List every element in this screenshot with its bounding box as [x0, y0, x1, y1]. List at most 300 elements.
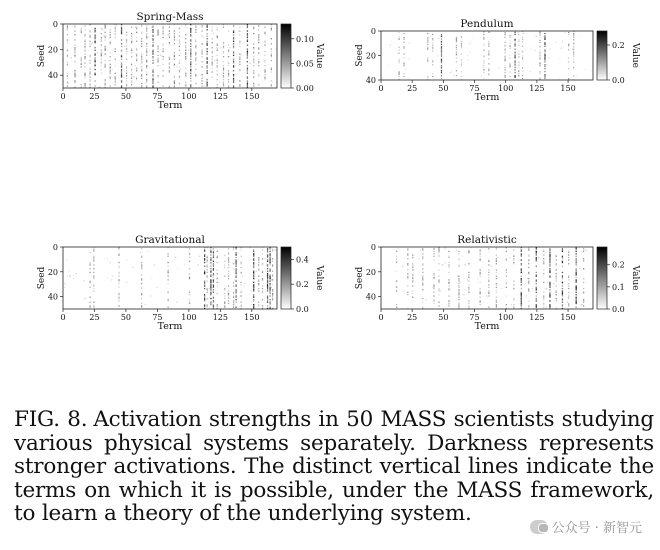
heatmap-cell	[562, 304, 563, 305]
heatmap-cell	[174, 52, 175, 53]
heatmap-cell	[544, 56, 545, 57]
heatmap-cell	[152, 78, 153, 79]
x-tick-label: 0	[378, 84, 384, 93]
heatmap-cell	[146, 43, 147, 44]
heatmap-cell	[432, 47, 433, 48]
heatmap-cell	[549, 276, 550, 277]
heatmap-cell	[432, 45, 433, 46]
heatmap-cell	[94, 65, 95, 66]
heatmap-cell	[489, 32, 490, 33]
heatmap-cell	[549, 263, 550, 264]
heatmap-cell	[189, 302, 190, 303]
heatmap-cell	[94, 57, 95, 58]
heatmap-cell	[461, 62, 462, 63]
heatmap-cell	[152, 83, 153, 84]
heatmap-cell	[562, 257, 563, 258]
heatmap-cell	[141, 59, 142, 60]
heatmap-cell	[67, 83, 68, 84]
heatmap-cell	[67, 61, 68, 62]
heatmap-cell	[121, 65, 122, 66]
heatmap-cell	[94, 42, 95, 43]
heatmap-cell	[506, 283, 507, 284]
heatmap-cell	[433, 292, 434, 293]
heatmap-cell	[518, 64, 519, 65]
heatmap-cell	[549, 249, 550, 250]
heatmap-cell	[269, 287, 270, 288]
heatmap-cell	[189, 290, 190, 291]
heatmap-cell	[179, 76, 180, 77]
heatmap-cell	[408, 78, 409, 79]
heatmap-cell	[136, 27, 137, 28]
heatmap-cell	[146, 29, 147, 30]
heatmap-cell	[223, 56, 224, 57]
heatmap-cell	[549, 294, 550, 295]
heatmap-cell	[199, 256, 200, 257]
heatmap-cell	[458, 253, 459, 254]
heatmap-cell	[562, 41, 563, 42]
heatmap-cell	[146, 74, 147, 75]
heatmap-cell	[480, 304, 481, 305]
heatmap-cell	[528, 305, 529, 306]
heatmap-cell	[110, 71, 111, 72]
heatmap-cell	[107, 258, 108, 259]
heatmap-cell	[465, 264, 466, 265]
heatmap-cell	[84, 34, 85, 35]
heatmap-cell	[97, 52, 98, 53]
heatmap-cell	[539, 42, 540, 43]
heatmap-cell	[433, 256, 434, 257]
heatmap-cell	[488, 46, 489, 47]
heatmap-cell	[457, 276, 458, 277]
heatmap-cell	[126, 282, 127, 283]
heatmap-cell	[264, 60, 265, 61]
heatmap-cell	[212, 27, 213, 28]
heatmap-cell	[272, 248, 273, 249]
heatmap-cell	[513, 307, 514, 308]
heatmap-cell	[506, 251, 507, 252]
heatmap-cell	[269, 288, 270, 289]
heatmap-cell	[212, 59, 213, 60]
heatmap-cell	[514, 32, 515, 33]
heatmap-cell	[157, 60, 158, 61]
heatmap-cell	[223, 42, 224, 43]
heatmap-cell	[518, 54, 519, 55]
heatmap-cell	[169, 85, 170, 86]
plot-area	[63, 247, 277, 309]
heatmap-cell	[521, 279, 522, 280]
heatmap-cell	[463, 294, 464, 295]
heatmap-cell	[461, 76, 462, 77]
heatmap-cell	[576, 262, 577, 263]
heatmap-cell	[179, 66, 180, 67]
heatmap-cell	[167, 269, 168, 270]
heatmap-cell	[539, 35, 540, 36]
heatmap-cell	[573, 54, 574, 55]
heatmap-cell	[169, 43, 170, 44]
heatmap-cell	[412, 263, 413, 264]
heatmap-cell	[67, 82, 68, 83]
heatmap-cell	[217, 79, 218, 80]
heatmap-cell	[74, 56, 75, 57]
heatmap-cell	[521, 284, 522, 285]
heatmap-cell	[228, 259, 229, 260]
heatmap-cell	[504, 33, 505, 34]
heatmap-cell	[258, 74, 259, 75]
heatmap-cell	[190, 78, 191, 79]
heatmap-cell	[483, 56, 484, 57]
heatmap-cell	[396, 287, 397, 288]
heatmap-cell	[458, 251, 459, 252]
heatmap-cell	[93, 302, 94, 303]
heatmap-cell	[272, 274, 273, 275]
heatmap-cell	[274, 249, 275, 250]
heatmap-cell	[536, 283, 537, 284]
heatmap-cell	[101, 65, 102, 66]
heatmap-cell	[456, 37, 457, 38]
heatmap-cell	[573, 43, 574, 44]
heatmap-cell	[235, 271, 236, 272]
x-tick-label: 100	[181, 92, 197, 101]
heatmap-cell	[573, 76, 574, 77]
heatmap-cell	[121, 59, 122, 60]
heatmap-cell	[217, 59, 218, 60]
heatmap-cell	[204, 304, 205, 305]
heatmap-cell	[576, 297, 577, 298]
heatmap-cell	[89, 32, 90, 33]
heatmap-cell	[583, 259, 584, 260]
heatmap-cell	[267, 302, 268, 303]
heatmap-cell	[135, 27, 136, 28]
heatmap-cell	[223, 76, 224, 77]
heatmap-cell	[233, 78, 234, 79]
heatmap-cell	[81, 29, 82, 30]
heatmap-cell	[93, 277, 94, 278]
heatmap-cell	[262, 279, 263, 280]
heatmap-cell	[576, 294, 577, 295]
heatmap-cell	[195, 57, 196, 58]
heatmap-cell	[136, 78, 137, 79]
heatmap-cell	[191, 37, 192, 38]
heatmap-cell	[210, 254, 211, 255]
heatmap-cell	[235, 295, 236, 296]
heatmap-cell	[84, 83, 85, 84]
heatmap-cell	[438, 254, 439, 255]
heatmap-cell	[441, 78, 442, 79]
heatmap-cell	[269, 278, 270, 279]
heatmap-cell	[467, 55, 468, 56]
y-axis-label: Seed	[355, 44, 365, 67]
heatmap-cell	[253, 278, 254, 279]
heatmap-cell	[531, 48, 532, 49]
heatmap-cell	[239, 42, 240, 43]
heatmap-cell	[528, 278, 529, 279]
heatmap-cell	[480, 290, 481, 291]
colorbar-tick-label: 0.4	[296, 255, 309, 265]
heatmap-cell	[126, 84, 127, 85]
heatmap-cell	[562, 302, 563, 303]
heatmap-cell	[468, 287, 469, 288]
heatmap-cell	[271, 55, 272, 56]
heatmap-cell	[239, 85, 240, 86]
heatmap-cell	[450, 300, 451, 301]
heatmap-cell	[496, 263, 497, 264]
heatmap-cell	[81, 84, 82, 85]
heatmap-cell	[456, 61, 457, 62]
heatmap-cell	[568, 257, 569, 258]
heatmap-cell	[522, 46, 523, 47]
heatmap-cell	[504, 35, 505, 36]
heatmap-cell	[253, 70, 254, 71]
heatmap-cell	[169, 59, 170, 60]
heatmap-cell	[233, 248, 234, 249]
heatmap-cell	[118, 262, 119, 263]
heatmap-cell	[258, 302, 259, 303]
heatmap-cell	[456, 41, 457, 42]
heatmap-cell	[141, 85, 142, 86]
heatmap-cell	[536, 48, 537, 49]
heatmap-cell	[267, 254, 268, 255]
heatmap-cell	[126, 53, 127, 54]
heatmap-cell	[223, 69, 224, 70]
heatmap-cell	[543, 292, 544, 293]
heatmap-cell	[267, 249, 268, 250]
heatmap-cell	[152, 82, 153, 83]
heatmap-cell	[583, 299, 584, 300]
heatmap-cell	[521, 299, 522, 300]
heatmap-cell	[209, 288, 210, 289]
heatmap-cell	[228, 73, 229, 74]
heatmap-cell	[568, 251, 569, 252]
heatmap-cell	[544, 75, 545, 76]
heatmap-cell	[126, 59, 127, 60]
heatmap-cell	[521, 305, 522, 306]
x-tick-label: 50	[438, 84, 449, 93]
heatmap-cell	[210, 279, 211, 280]
heatmap-cell	[461, 59, 462, 60]
heatmap-cell	[89, 302, 90, 303]
panel-title: Spring-Mass	[136, 11, 204, 23]
heatmap-cell	[207, 83, 208, 84]
heatmap-cell	[539, 47, 540, 48]
heatmap-cell	[458, 259, 459, 260]
heatmap-cell	[204, 295, 205, 296]
heatmap-cell	[240, 305, 241, 306]
heatmap-cell	[121, 29, 122, 30]
heatmap-cell	[408, 43, 409, 44]
heatmap-cell	[396, 307, 397, 308]
heatmap-cell	[258, 257, 259, 258]
heatmap-cell	[157, 76, 158, 77]
heatmap-cell	[438, 248, 439, 249]
heatmap-cell	[228, 70, 229, 71]
heatmap-cell	[89, 73, 90, 74]
heatmap-cell	[422, 277, 423, 278]
x-tick-label: 150	[244, 313, 260, 322]
heatmap-cell	[213, 263, 214, 264]
heatmap-cell	[258, 280, 259, 281]
heatmap-cell	[190, 32, 191, 33]
heatmap-cell	[432, 287, 433, 288]
heatmap-cell	[228, 51, 229, 52]
heatmap-cell	[576, 274, 577, 275]
heatmap-cell	[174, 33, 175, 34]
heatmap-cell	[549, 284, 550, 285]
heatmap-cell	[126, 73, 127, 74]
heatmap-cell	[253, 28, 254, 29]
wechat-icon	[530, 520, 548, 534]
heatmap-cell	[141, 279, 142, 280]
heatmap-cell	[398, 38, 399, 39]
heatmap-cell	[167, 266, 168, 267]
heatmap-cell	[93, 256, 94, 257]
heatmap-cell	[528, 254, 529, 255]
heatmap-cell	[573, 37, 574, 38]
heatmap-cell	[217, 293, 218, 294]
heatmap-cell	[514, 62, 515, 63]
heatmap-cell	[223, 83, 224, 84]
heatmap-cell	[448, 304, 449, 305]
heatmap-cell	[223, 47, 224, 48]
heatmap-cell	[101, 73, 102, 74]
heatmap-cell	[235, 266, 236, 267]
heatmap-cell	[258, 42, 259, 43]
heatmap-cell	[271, 51, 272, 52]
heatmap-cell	[564, 32, 565, 33]
heatmap-cell	[247, 50, 248, 51]
heatmap-cell	[504, 53, 505, 54]
heatmap-cell	[141, 305, 142, 306]
heatmap-cell	[224, 302, 225, 303]
heatmap-cell	[110, 69, 111, 70]
heatmap-cell	[433, 300, 434, 301]
heatmap-cell	[84, 51, 85, 52]
heatmap-cell	[152, 53, 153, 54]
heatmap-cell	[456, 52, 457, 53]
heatmap-cell	[496, 248, 497, 249]
heatmap-cell	[204, 280, 205, 281]
heatmap-cell	[483, 39, 484, 40]
y-axis-label: Seed	[355, 266, 365, 290]
heatmap-cell	[207, 33, 208, 34]
heatmap-cell	[528, 307, 529, 308]
heatmap-cell	[185, 53, 186, 54]
heatmap-cell	[422, 256, 423, 257]
heatmap-cell	[157, 46, 158, 47]
heatmap-cell	[249, 62, 250, 63]
heatmap-cell	[217, 285, 218, 286]
heatmap-cell	[94, 29, 95, 30]
heatmap-cell	[458, 280, 459, 281]
heatmap-cell	[264, 33, 265, 34]
heatmap-cell	[207, 266, 208, 267]
heatmap-cell	[67, 34, 68, 35]
heatmap-cell	[441, 59, 442, 60]
heatmap-cell	[522, 78, 523, 79]
heatmap-cell	[169, 42, 170, 43]
heatmap-cell	[514, 66, 515, 67]
heatmap-cell	[521, 271, 522, 272]
heatmap-cell	[536, 304, 537, 305]
heatmap-cell	[162, 25, 163, 26]
heatmap-cell	[235, 279, 236, 280]
heatmap-cell	[253, 284, 254, 285]
plot-area	[381, 31, 593, 80]
heatmap-cell	[407, 276, 408, 277]
heatmap-cell	[433, 248, 434, 249]
heatmap-cell	[190, 29, 191, 30]
heatmap-cell	[568, 304, 569, 305]
heatmap-cell	[84, 66, 85, 67]
heatmap-cell	[185, 57, 186, 58]
heatmap-cell	[562, 298, 563, 299]
heatmap-cell	[272, 261, 273, 262]
heatmap-cell	[488, 44, 489, 45]
heatmap-cell	[549, 252, 550, 253]
heatmap-cell	[253, 59, 254, 60]
heatmap-cell	[536, 254, 537, 255]
heatmap-cell	[470, 43, 471, 44]
heatmap-cell	[267, 284, 268, 285]
heatmap-cell	[271, 53, 272, 54]
heatmap-cell	[521, 264, 522, 265]
heatmap-cell	[217, 269, 218, 270]
heatmap-cell	[101, 53, 102, 54]
heatmap-cell	[207, 71, 208, 72]
heatmap-cell	[141, 33, 142, 34]
heatmap-cell	[271, 38, 272, 39]
heatmap-cell	[84, 57, 85, 58]
heatmap-cell	[207, 38, 208, 39]
heatmap-cell	[562, 262, 563, 263]
heatmap-cell	[489, 39, 490, 40]
heatmap-cell	[141, 53, 142, 54]
heatmap-cell	[483, 70, 484, 71]
heatmap-cell	[247, 55, 248, 56]
heatmap-cell	[562, 305, 563, 306]
heatmap-cell	[258, 259, 259, 260]
heatmap-cell	[256, 271, 257, 272]
heatmap-cell	[115, 37, 116, 38]
heatmap-cell	[247, 82, 248, 83]
heatmap-cell	[568, 292, 569, 293]
heatmap-cell	[204, 282, 205, 283]
heatmap-cell	[141, 74, 142, 75]
heatmap-cell	[84, 62, 85, 63]
heatmap-cell	[204, 285, 205, 286]
heatmap-cell	[549, 283, 550, 284]
heatmap-cell	[584, 69, 585, 70]
colorbar-tick-label: 0.0	[612, 305, 625, 314]
heatmap-cell	[258, 48, 259, 49]
heatmap-cell	[264, 55, 265, 56]
heatmap-cell	[253, 73, 254, 74]
heatmap-cell	[576, 288, 577, 289]
heatmap-cell	[131, 42, 132, 43]
heatmap-cell	[264, 61, 265, 62]
heatmap-cell	[506, 295, 507, 296]
heatmap-cell	[228, 252, 229, 253]
heatmap-cell	[549, 300, 550, 301]
heatmap-cell	[562, 272, 563, 273]
heatmap-cell	[544, 76, 545, 77]
heatmap-cell	[506, 287, 507, 288]
heatmap-cell	[189, 273, 190, 274]
heatmap-cell	[425, 49, 426, 50]
heatmap-cell	[536, 261, 537, 262]
heatmap-cell	[549, 307, 550, 308]
heatmap-cell	[528, 283, 529, 284]
heatmap-cell	[233, 82, 234, 83]
